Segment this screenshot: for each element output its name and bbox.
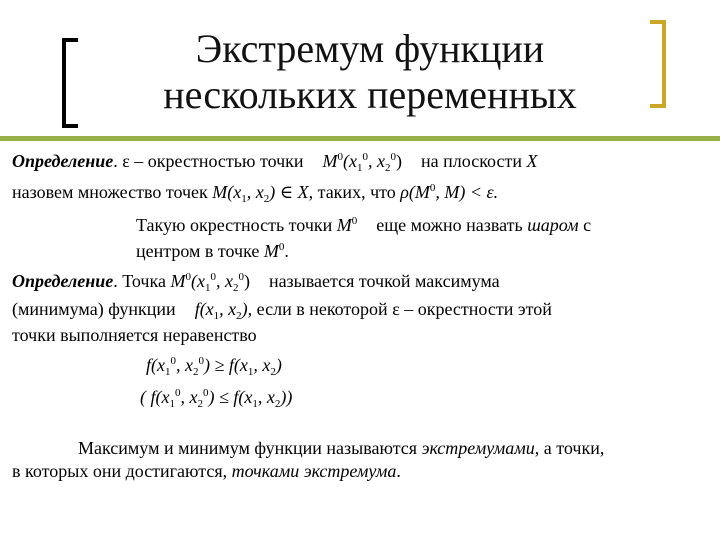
right-bracket-decoration (650, 20, 666, 108)
title-divider (0, 136, 720, 141)
def2-line-3: точки выполняется неравенство (12, 325, 257, 345)
def1-line-1: Определение. ε – окрестностью точки $M^0(x_1^0$, $x_2^0$) на плоскости X (12, 151, 538, 174)
title-line-1: Экстремум функции (195, 26, 545, 71)
def2-line-1: Определение. Точка $M^0(x_1^0$, $x_2^0$) называется точкой максимума (12, 271, 500, 294)
summary-line-2: в которых они достигаются, точками экстремума. (12, 461, 401, 481)
def1-line-4: центром в точке $M^0$. (136, 241, 289, 261)
slide-title (100, 26, 640, 118)
title-line-2: нескольких переменных (163, 72, 577, 117)
def1-line-2: назовем множество точек $M(x_1$, $x_2$) ∈ X, таких, что $\rho(M^0$, M) < ε. (12, 182, 499, 205)
term-extremum-points: точками экстремума (231, 461, 397, 481)
def1-heading: Определение (12, 151, 114, 171)
def1-line-3: Такую окрестность точки $M^0$ еще можно назвать шаром с (136, 215, 592, 235)
inequality-min: ( $f(x_1^0$, $x_2^0) \le f(x_1$, $x_2$)) (140, 387, 293, 410)
inequality-max: $f(x_1^0$, $x_2^0) \ge f(x_1$, $x_2$) (146, 355, 282, 378)
term-shar: шаром (527, 215, 579, 235)
def2-line-2: (минимума) функции $f(x_1$, $x_2$), если в некоторой ε – окрестности этой (12, 299, 552, 322)
term-extrema: экстремумами (421, 438, 535, 458)
left-bracket-decoration (62, 38, 78, 128)
def2-heading: Определение (12, 271, 114, 291)
summary-line-1: Максимум и минимум функции называются экстремумами, а точки, (78, 438, 605, 458)
